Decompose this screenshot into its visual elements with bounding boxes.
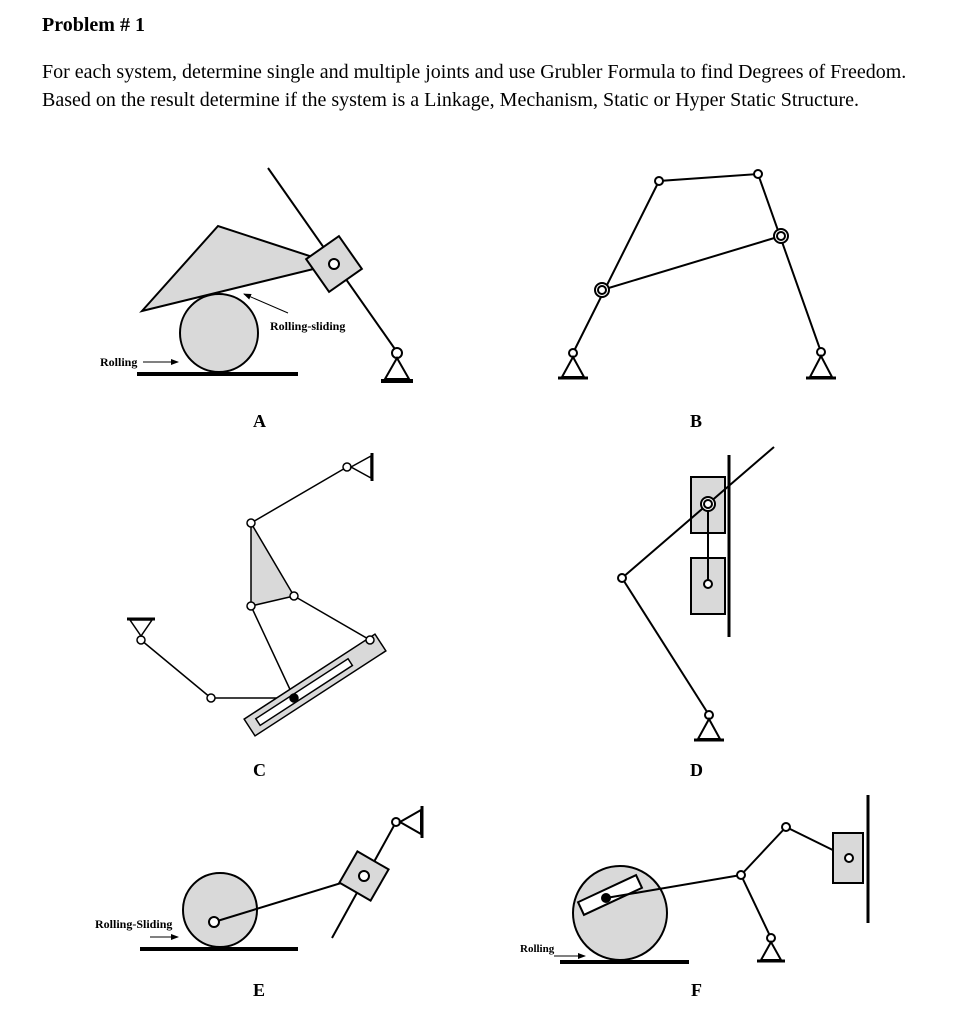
figure-f bbox=[554, 795, 868, 962]
ground-triangle bbox=[385, 358, 409, 379]
slotted-link bbox=[244, 634, 386, 736]
figure-b bbox=[558, 170, 836, 378]
label-rolling-f: Rolling bbox=[520, 943, 555, 955]
problem-statement: For each system, determine single and multiple joints and use Grubler Formula to find Degrees of Freedom. Based on the result determine if the system is a Linkage, Mechanism, Static or Hyper Static Structure. bbox=[42, 61, 907, 111]
label-rolling-a: Rolling bbox=[100, 355, 138, 369]
pin-joint bbox=[329, 259, 339, 269]
figure-a bbox=[137, 168, 413, 381]
label-rolling-sliding-a: Rolling-sliding bbox=[270, 319, 346, 333]
caption-c: C bbox=[253, 760, 266, 780]
caption-f: F bbox=[691, 980, 702, 1000]
figure-e bbox=[140, 806, 422, 949]
caption-d: D bbox=[690, 760, 703, 780]
figure-d bbox=[618, 447, 774, 740]
label-rolling-sliding-e: Rolling-Sliding bbox=[95, 917, 173, 931]
figure-c bbox=[127, 453, 386, 736]
caption-b: B bbox=[690, 411, 703, 431]
wheel bbox=[180, 294, 258, 372]
four-bar-linkage bbox=[573, 174, 821, 353]
caption-a: A bbox=[253, 411, 266, 431]
coupler-link bbox=[602, 236, 781, 290]
caption-e: E bbox=[253, 980, 266, 1000]
problem-title: Problem # 1 bbox=[42, 14, 145, 36]
